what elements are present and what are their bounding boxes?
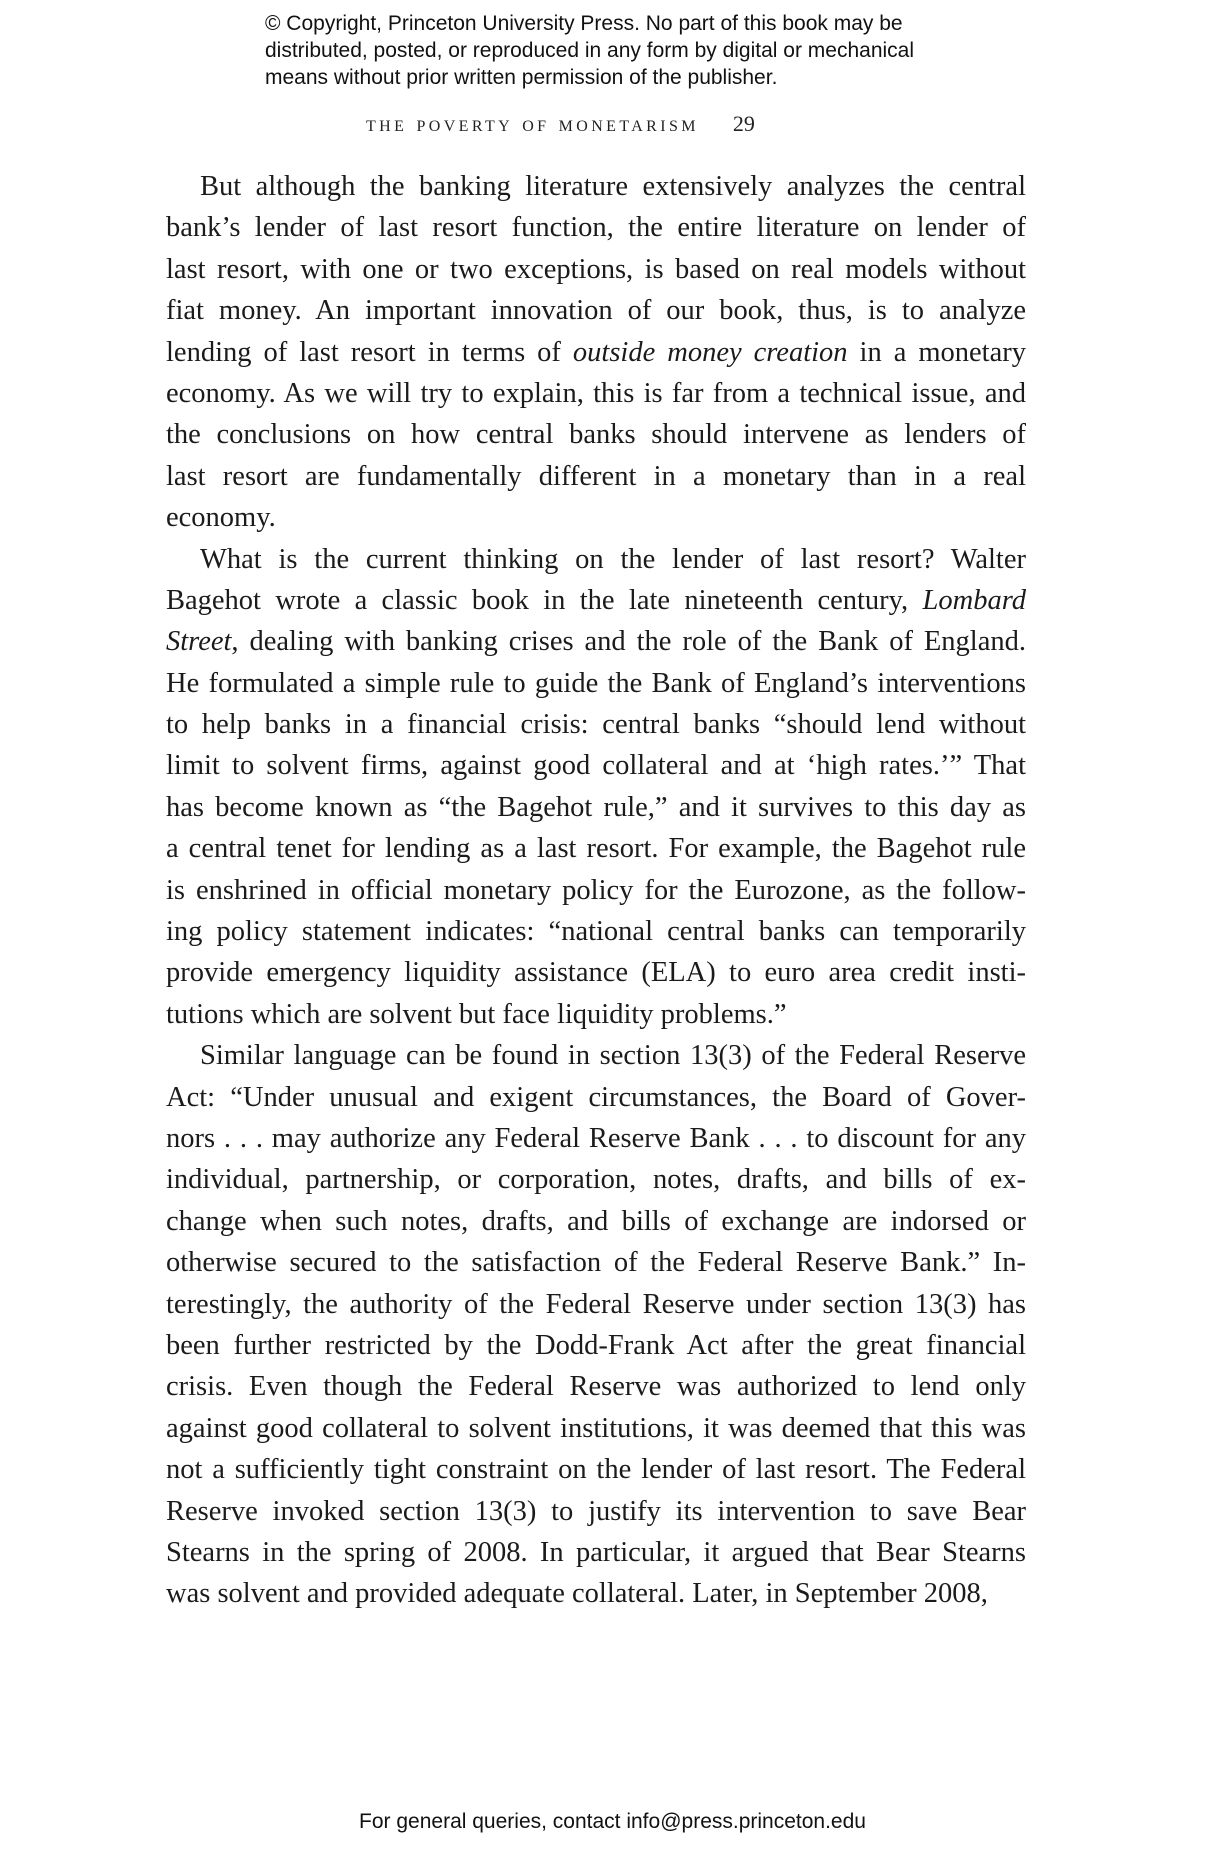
text-line: Reserve invoked section 13(3) to justify its intervention to save Bear — [166, 1495, 1026, 1527]
text-line: tutions which are solvent but face liquidity problems.” — [166, 998, 787, 1030]
italic-phrase: Lombard — [922, 584, 1026, 616]
italic-phrase: Street — [166, 626, 232, 658]
text-line: not a sufficiently tight constraint on the lender of last resort. The Federal — [166, 1454, 1026, 1486]
text-line: to help banks in a financial crisis: central banks “should lend without — [166, 709, 1026, 741]
text-line: He formulated a simple rule to guide the Bank of England’s interventions — [166, 667, 1026, 699]
text-line: Stearns in the spring of 2008. In particular, it argued that Bear Stearns — [166, 1536, 1026, 1568]
text-line: economy. — [166, 502, 276, 534]
text-line: Act: “Under unusual and exigent circumstances, the Board of Gover- — [166, 1081, 1026, 1113]
text-line-with-italic: Street, dealing with banking crises and the role of the Bank of England. — [166, 626, 1026, 658]
copyright-line: © Copyright, Princeton University Press. No part of this book may be — [265, 12, 903, 35]
text-line: against good collateral to solvent institutions, it was deemed that this was — [166, 1412, 1026, 1444]
text-line: bank’s lender of last resort function, the entire literature on lender of — [166, 212, 1026, 244]
text-line: is enshrined in official monetary policy for the Eurozone, as the follow- — [166, 874, 1026, 906]
copyright-line: means without prior written permission of the publisher. — [265, 66, 778, 89]
copyright-notice — [265, 10, 985, 91]
text-line: provide emergency liquidity assistance (ELA) to euro area credit insti- — [166, 957, 1026, 989]
text-line: What is the current thinking on the lender of last resort? Walter — [200, 543, 1026, 575]
text-line: change when such notes, drafts, and bills of exchange are indorsed or — [166, 1205, 1026, 1237]
running-head — [366, 111, 755, 137]
running-head-title: the poverty of monetarism — [366, 111, 699, 136]
text-line: Similar language can be found in section 13(3) of the Federal Reserve — [200, 1040, 1026, 1072]
text-line: ing policy statement indicates: “national central banks can temporarily — [166, 916, 1026, 948]
text-line: terestingly, the authority of the Federal Reserve under section 13(3) has — [166, 1288, 1026, 1320]
text-line: otherwise secured to the satisfaction of the Federal Reserve Bank.” In- — [166, 1247, 1026, 1279]
text-line: last resort are fundamentally different in a monetary than in a real — [166, 460, 1026, 492]
text-line: a central tenet for lending as a last resort. For example, the Bagehot rule — [166, 833, 1026, 865]
page-number: 29 — [732, 111, 755, 136]
italic-phrase: outside money creation — [572, 336, 848, 368]
text-line: limit to solvent firms, against good collateral and at ‘high rates.’” That — [166, 750, 1026, 782]
text-line: economy. As we will try to explain, this is far from a technical issue, and — [166, 377, 1026, 409]
text-line-with-italic: lending of last resort in terms of outside money creation in a monetary — [166, 336, 1026, 368]
text-line: has become known as “the Bagehot rule,” and it survives to this day as — [166, 791, 1026, 823]
text-line: individual, partnership, or corporation, notes, drafts, and bills of ex- — [166, 1164, 1026, 1196]
text-line: fiat money. An important innovation of our book, thus, is to analyze — [166, 295, 1026, 327]
text-line: the conclusions on how central banks should intervene as lenders of — [166, 419, 1026, 451]
text-line: crisis. Even though the Federal Reserve was authorized to lend only — [166, 1371, 1026, 1403]
footer-contact: For general queries, contact info@press.princeton.edu — [359, 1810, 866, 1833]
body-text — [166, 166, 1026, 1615]
text-line-with-italic: Bagehot wrote a classic book in the late nineteenth century, Lombard — [166, 584, 1026, 616]
text-line: was solvent and provided adequate collateral. Later, in September 2008, — [166, 1578, 988, 1610]
text-line: last resort, with one or two exceptions, is based on real models without — [166, 253, 1026, 285]
text-line: But although the banking literature extensively analyzes the central — [200, 171, 1026, 202]
text-line: nors . . . may authorize any Federal Reserve Bank . . . to discount for any — [166, 1122, 1026, 1154]
text-line: been further restricted by the Dodd-Frank Act after the great financial — [166, 1329, 1026, 1361]
copyright-line: distributed, posted, or reproduced in any form by digital or mechanical — [265, 39, 915, 62]
